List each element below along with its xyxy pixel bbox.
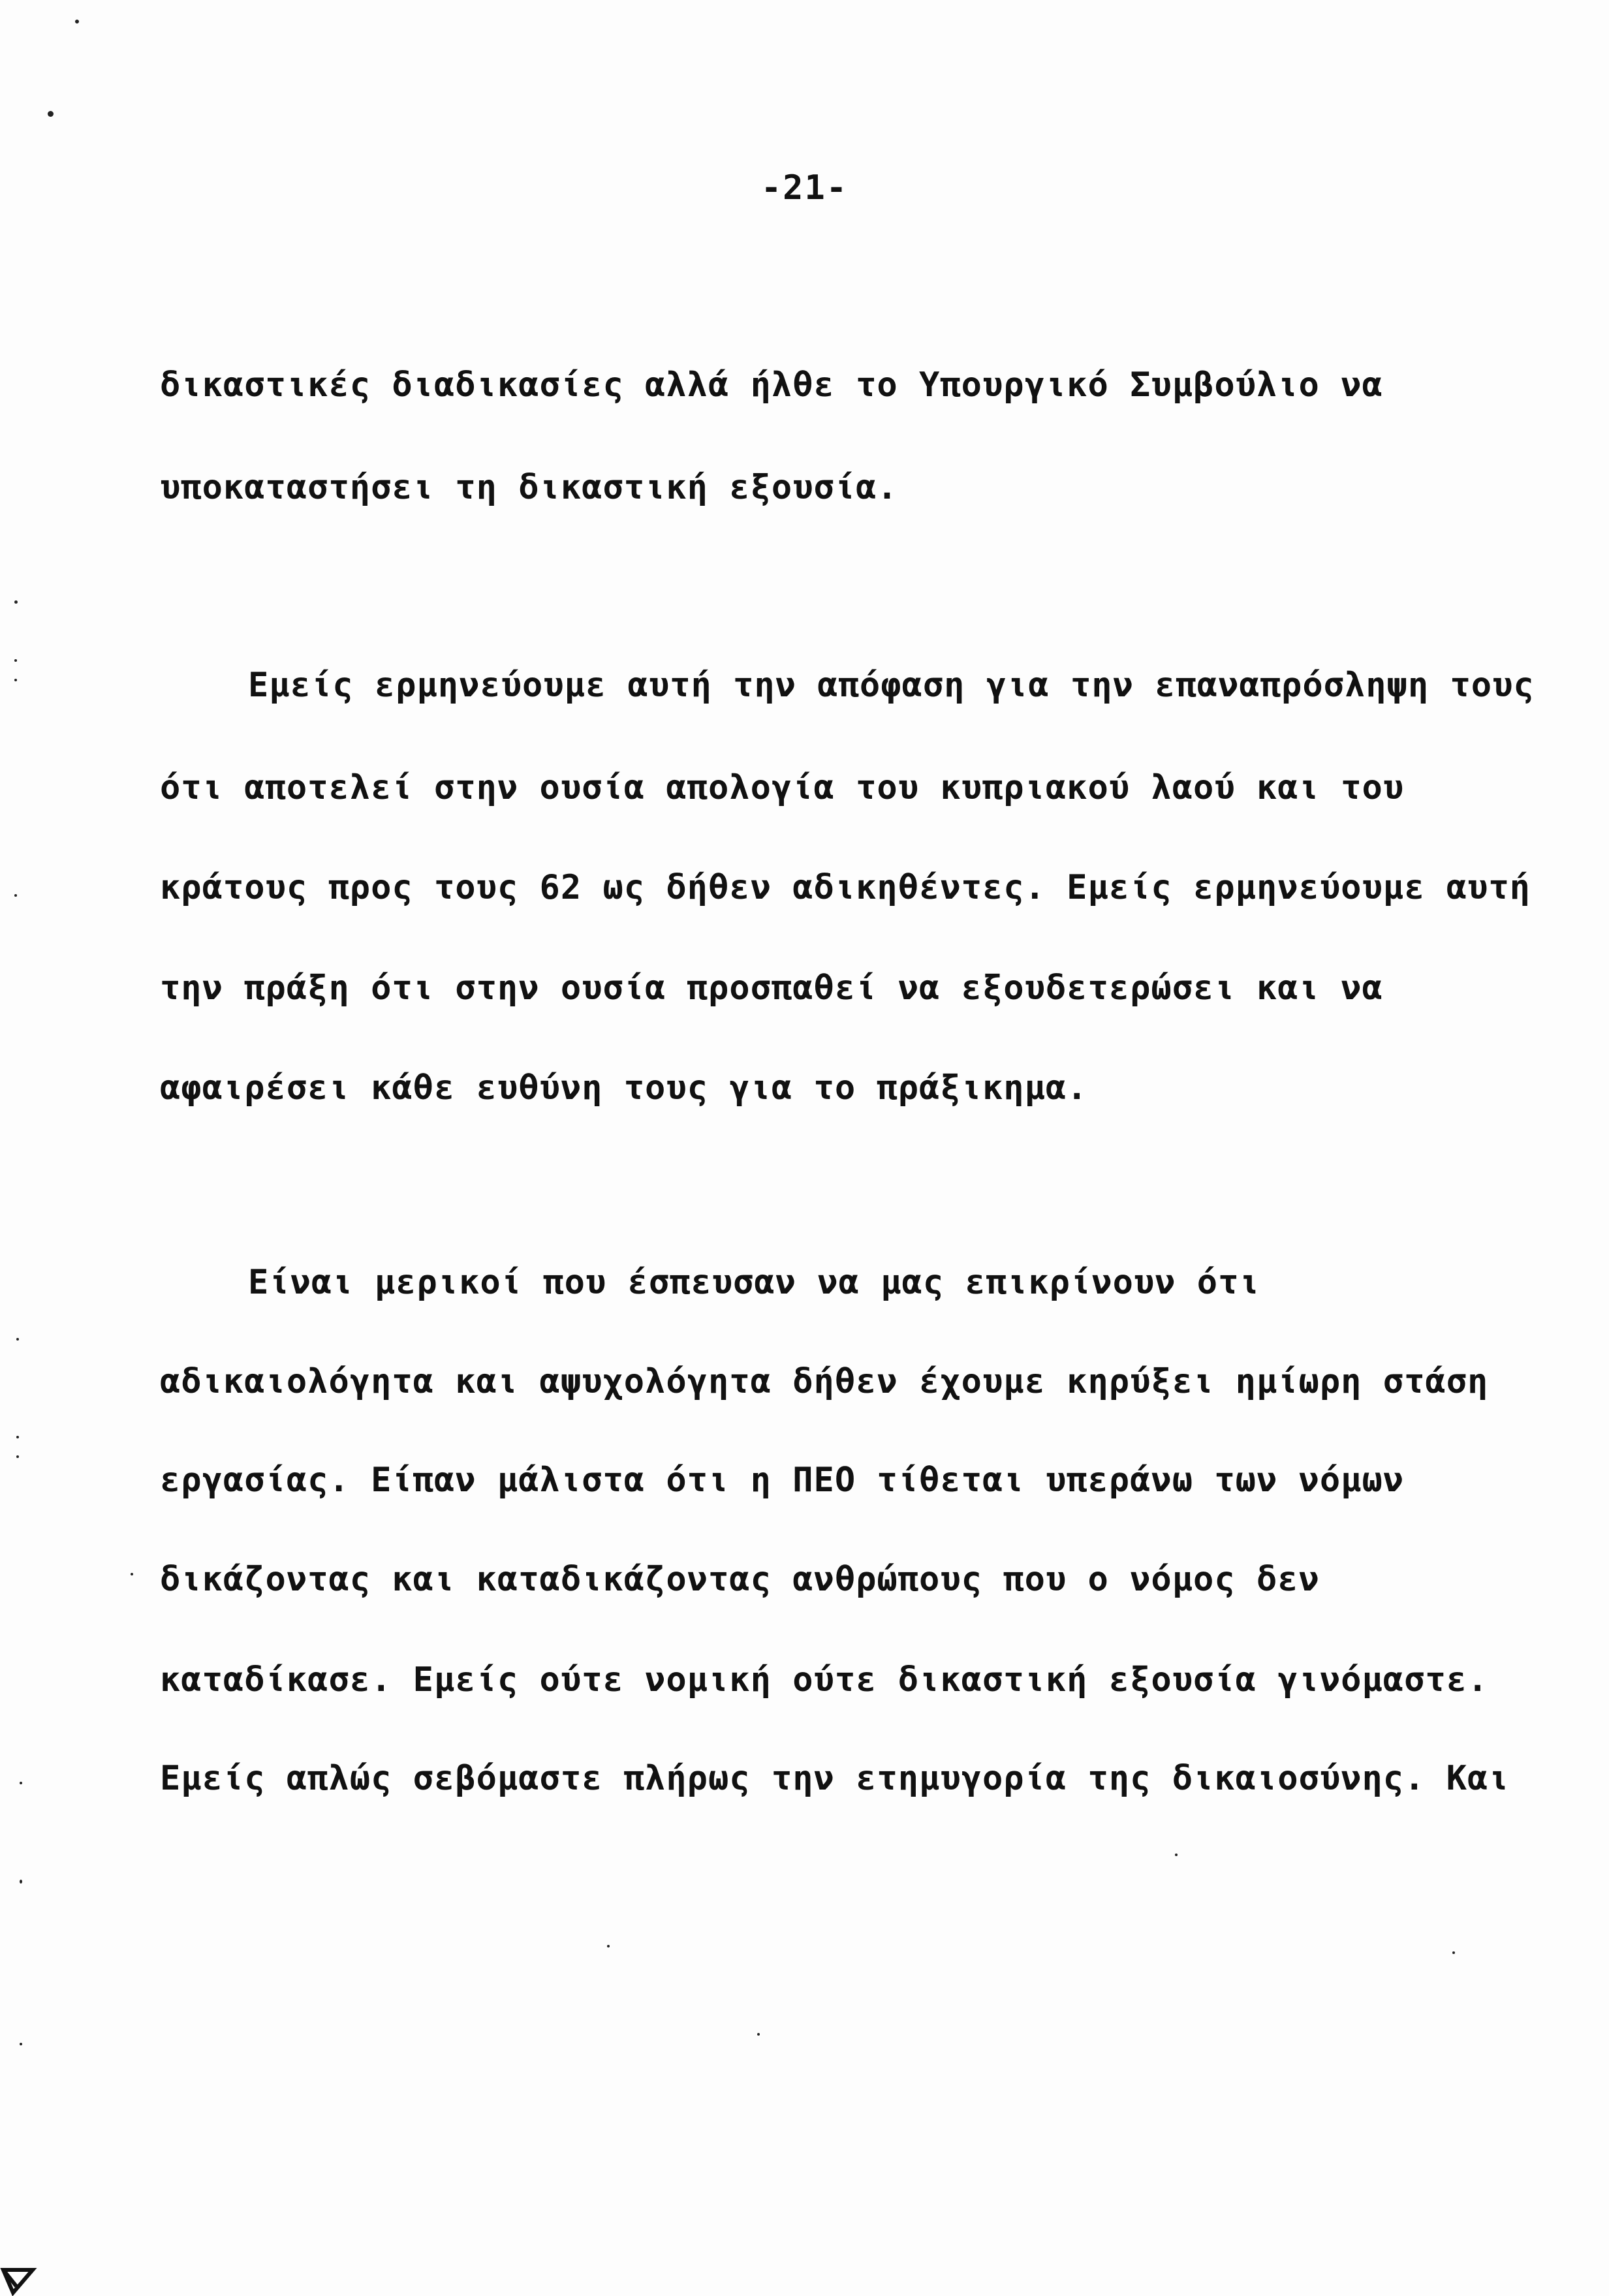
scan-speck xyxy=(14,679,17,681)
scan-speck xyxy=(75,20,79,23)
text-line: Εμείς ερμηνεύουμε αυτή την απόφαση για την επαναπρόσληψη τους xyxy=(248,666,1535,705)
scan-speck xyxy=(131,1573,133,1575)
text-line: Είναι μερικοί που έσπευσαν να μας επικρίνουν ότι xyxy=(248,1263,1260,1302)
text-line: αδικαιολόγητα και αψυχολόγητα δήθεν έχουμε κηρύξει ημίωρη στάση xyxy=(160,1362,1489,1401)
text-line: καταδίκασε. Εμείς ούτε νομική ούτε δικαστική εξουσία γινόμαστε. xyxy=(160,1660,1489,1699)
scan-speck xyxy=(16,1436,19,1438)
scan-speck xyxy=(14,659,17,662)
scan-speck xyxy=(1175,1854,1178,1856)
text-line: υποκαταστήσει τη δικαστική εξουσία. xyxy=(160,468,898,507)
scan-speck xyxy=(20,1880,22,1884)
text-line: αφαιρέσει κάθε ευθύνη τους για το πράξικημα. xyxy=(160,1068,1088,1108)
scan-speck xyxy=(20,2043,22,2045)
scan-speck xyxy=(607,1945,610,1947)
scan-speck xyxy=(14,600,18,604)
text-line: κράτους προς τους 62 ως δήθεν αδικηθέντες. Εμείς ερμηνεύουμε αυτή xyxy=(160,868,1531,907)
scan-speck xyxy=(16,1455,19,1458)
scan-speck xyxy=(16,1338,19,1341)
text-line: Εμείς απλώς σεβόμαστε πλήρως την ετημυγορία της δικαιοσύνης. Και xyxy=(160,1759,1510,1798)
scan-speck xyxy=(48,111,54,117)
text-line: δικαστικές διαδικασίες αλλά ήλθε το Υπουργικό Συμβούλιο να xyxy=(160,365,1383,405)
scan-speck xyxy=(757,2033,760,2036)
corner-mark-icon xyxy=(0,2257,39,2296)
text-line: δικάζοντας και καταδικάζοντας ανθρώπους που ο νόμος δεν xyxy=(160,1560,1320,1599)
scan-speck xyxy=(1452,1951,1455,1954)
text-line: την πράξη ότι στην ουσία προσπαθεί να εξουδετερώσει και να xyxy=(160,969,1383,1008)
page-number: -21- xyxy=(760,168,849,208)
text-line: εργασίας. Είπαν μάλιστα ότι η ΠΕΟ τίθεται υπεράνω των νόμων xyxy=(160,1461,1405,1500)
text-line: ότι αποτελεί στην ουσία απολογία του κυπριακού λαού και του xyxy=(160,768,1405,807)
scan-speck xyxy=(20,1782,22,1784)
scan-speck xyxy=(14,894,17,897)
